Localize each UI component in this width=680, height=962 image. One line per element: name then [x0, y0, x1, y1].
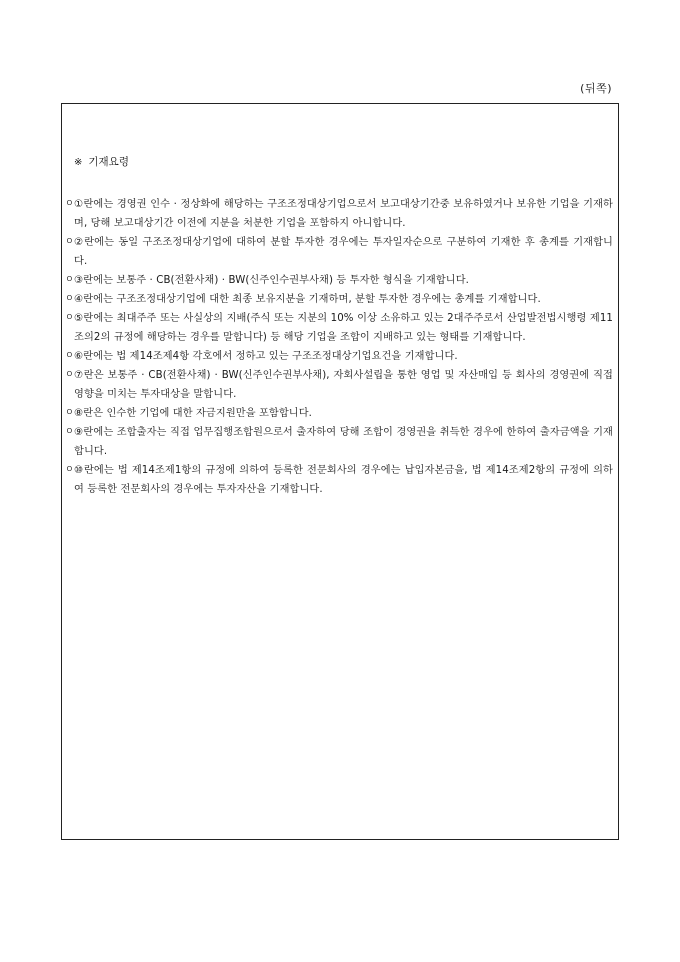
- page-side-label: (뒤쪽): [580, 82, 612, 95]
- guide-item-9: [65, 423, 613, 461]
- bullet-icon: ㅇ: [65, 275, 74, 285]
- guide-item-text: ③란에는 보통주 · CB(전환사채) · BW(신주인수권부사채) 등 투자한 형식을 기재합니다.: [74, 275, 470, 286]
- guide-frame: [61, 103, 619, 840]
- bullet-icon: ㅇ: [65, 313, 74, 323]
- guide-item-6: [65, 347, 613, 366]
- guide-item-2: [65, 233, 613, 271]
- guide-item-text: ⑧란은 인수한 기업에 대한 자금지원만을 포함합니다.: [74, 408, 313, 419]
- bullet-icon: ㅇ: [65, 408, 74, 418]
- guide-item-text: ⑥란에는 법 제14조제4항 각호에서 정하고 있는 구조조정대상기업요건을 기재합니다.: [74, 351, 458, 362]
- bullet-icon: ㅇ: [65, 427, 74, 437]
- bullet-icon: ㅇ: [65, 294, 74, 304]
- guide-item-text: ④란에는 구조조정대상기업에 대한 최종 보유지분을 기재하며, 분할 투자한 경우에는 총계를 기재합니다.: [74, 294, 541, 305]
- guide-item-text: ⑤란에는 최대주주 또는 사실상의 지배(주식 또는 지분의 10% 이상 소유하고 있는 2대주주로서 산업발전법시행령 제11조의2의 규정에 해당하는 경우를 말합니다) 등 해당 기업을 조합이 지배하고 있는 형태를 기재합니다.: [74, 313, 613, 343]
- guide-heading: [74, 154, 129, 169]
- bullet-icon: ㅇ: [65, 465, 74, 475]
- guide-title: 기재요령: [88, 156, 129, 168]
- guide-item-list: [65, 195, 613, 499]
- guide-item-text: ⑩란에는 법 제14조제1항의 규정에 의하여 등록한 전문회사의 경우에는 납입자본금을, 법 제14조제2항의 규정에 의하여 등록한 전문회사의 경우에는 투자자산을 기재합니다.: [74, 465, 613, 495]
- guide-item-text: ②란에는 동일 구조조정대상기업에 대하여 분할 투자한 경우에는 투자일자순으로 구분하여 기재한 후 총계를 기재합니다.: [74, 237, 613, 267]
- guide-item-7: [65, 366, 613, 404]
- guide-item-text: ①란에는 경영권 인수 · 정상화에 해당하는 구조조정대상기업으로서 보고대상기간중 보유하였거나 보유한 기업을 기재하며, 당해 보고대상기간 이전에 지분을 처분한 기업을 포함하지 아니합니다.: [74, 199, 613, 229]
- bullet-icon: ㅇ: [65, 351, 74, 361]
- bullet-icon: ㅇ: [65, 199, 74, 209]
- guide-item-3: [65, 271, 613, 290]
- guide-item-4: [65, 290, 613, 309]
- guide-item-1: [65, 195, 613, 233]
- guide-item-10: [65, 461, 613, 499]
- bullet-icon: ㅇ: [65, 370, 74, 380]
- guide-item-text: ⑨란에는 조합출자는 직접 업무집행조합원으로서 출자하여 당해 조합이 경영권을 취득한 경우에 한하여 출자금액을 기재합니다.: [74, 427, 613, 457]
- reference-mark-icon: ※: [74, 157, 83, 168]
- guide-item-5: [65, 309, 613, 347]
- guide-item-8: [65, 404, 613, 423]
- guide-item-text: ⑦란은 보통주 · CB(전환사채) · BW(신주인수권부사채), 자회사설립을 통한 영업 및 자산매입 등 회사의 경영권에 직접 영향을 미치는 투자대상을 말합니다.: [74, 370, 613, 400]
- bullet-icon: ㅇ: [65, 237, 74, 247]
